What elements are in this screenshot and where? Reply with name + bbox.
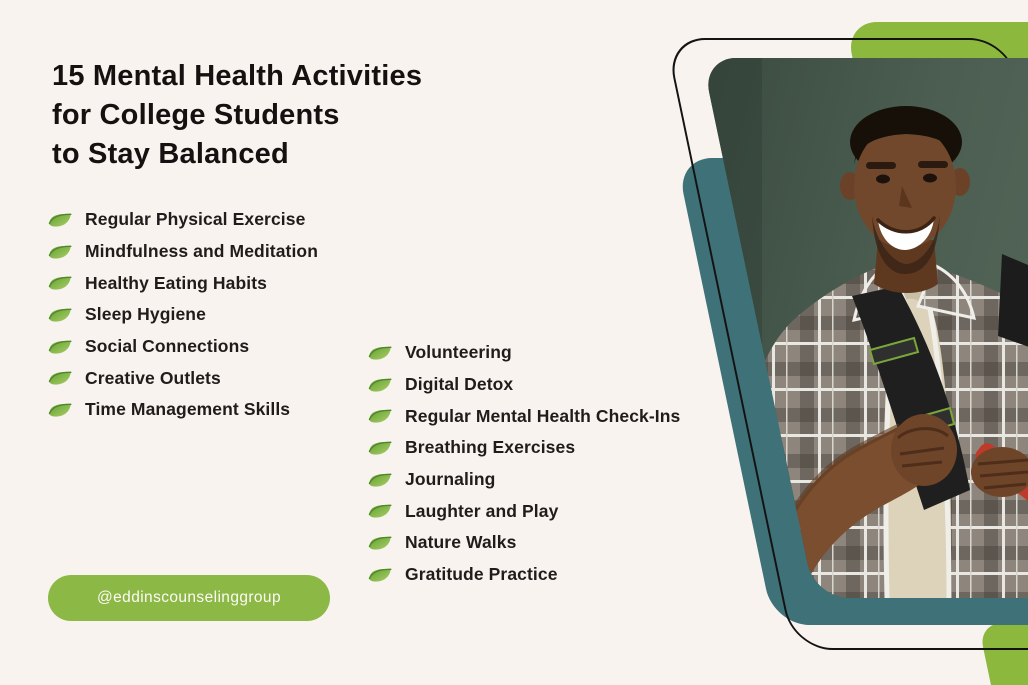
leaf-icon [368, 376, 392, 394]
list-item [368, 369, 680, 401]
leaf-icon [368, 566, 392, 584]
title-line-2: for College Students [52, 99, 340, 132]
leaf-icon [368, 407, 392, 425]
title-line-1: 15 Mental Health Activities [52, 60, 423, 93]
list-item [48, 394, 318, 426]
list-item-label: Social Connections [85, 336, 250, 357]
list-item [48, 236, 318, 268]
list-item [368, 559, 680, 591]
list-item [368, 432, 680, 464]
activities-list-left [48, 204, 318, 426]
list-item [48, 299, 318, 331]
list-item-label: Journaling [405, 469, 496, 490]
list-item-label: Volunteering [405, 342, 512, 363]
leaf-icon [48, 243, 72, 261]
list-item-label: Regular Mental Health Check-Ins [405, 405, 681, 426]
title-line-3: to Stay Balanced [52, 138, 289, 171]
list-item-label: Laughter and Play [405, 500, 559, 521]
leaf-icon [368, 502, 392, 520]
list-item-label: Nature Walks [405, 532, 517, 553]
list-item [48, 331, 318, 363]
list-item-label: Gratitude Practice [405, 564, 558, 585]
list-item-label: Regular Physical Exercise [85, 209, 306, 230]
social-handle-badge[interactable]: @eddinscounselinggroup [48, 575, 330, 621]
list-item-label: Mindfulness and Meditation [85, 241, 319, 262]
list-item-label: Sleep Hygiene [85, 304, 206, 325]
leaf-icon [48, 369, 72, 387]
leaf-icon [48, 338, 72, 356]
leaf-icon [48, 211, 72, 229]
leaf-icon [48, 401, 72, 419]
activities-list-right [368, 337, 680, 591]
list-item [368, 464, 680, 496]
leaf-icon [368, 534, 392, 552]
list-item-label: Digital Detox [405, 374, 514, 395]
leaf-icon [368, 344, 392, 362]
list-item [48, 267, 318, 299]
list-item-label: Creative Outlets [85, 367, 221, 388]
list-item-label: Breathing Exercises [405, 437, 576, 458]
list-item [48, 204, 318, 236]
list-item [368, 337, 680, 369]
leaf-icon [368, 471, 392, 489]
leaf-icon [48, 274, 72, 292]
list-item [48, 362, 318, 394]
leaf-icon [48, 306, 72, 324]
list-item [368, 527, 680, 559]
page-title [52, 57, 422, 174]
list-item [368, 400, 680, 432]
list-item [368, 495, 680, 527]
list-item-label: Time Management Skills [85, 399, 291, 420]
list-item-label: Healthy Eating Habits [85, 272, 267, 293]
leaf-icon [368, 439, 392, 457]
